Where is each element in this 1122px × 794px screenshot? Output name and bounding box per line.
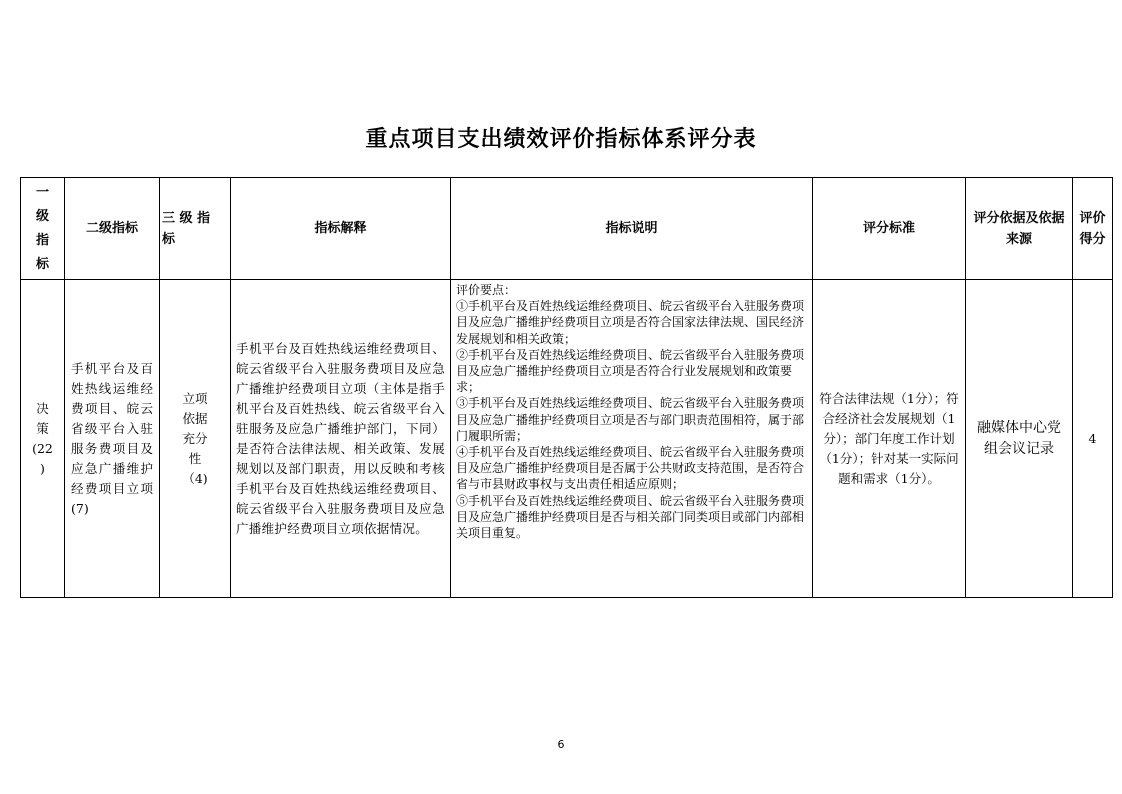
table-header-row: [21, 178, 1113, 280]
description-point-3: ③手机平台及百姓热线运维经费项目、皖云省级平台入驻服务费项目及应急广播维护经费项目立项是否与部门职责范围相符，属于部门履职所需；: [456, 396, 805, 443]
header-explanation: 指标解释: [231, 178, 451, 280]
description-heading: 评价要点：: [456, 283, 517, 297]
cell-criteria: 符合法律法规（1分）；符合经济社会发展规划（1分）；部门年度工作计划（1分）；针对某一实际问题和需求（1分）。: [813, 280, 966, 598]
header-source: 评分依据及依据来源: [966, 178, 1073, 280]
cell-description: [451, 280, 813, 598]
header-description: 指标说明: [451, 178, 813, 280]
description-point-5: ⑤手机平台及百姓热线运维经费项目、皖云省级平台入驻服务费项目及应急广播维护经费项目是否与相关部门同类项目或部门内部相关项目重复。: [456, 493, 805, 541]
cell-level3: 立项 依据 充分 性 （4): [160, 280, 231, 598]
header-level3: 三 级 指 标: [160, 178, 231, 280]
description-point-2: ②手机平台及百姓热线运维经费项目、皖云省级平台入驻服务费项目及应急广播维护经费项目立项是否符合行业发展规划和政策要求；: [456, 347, 805, 395]
cell-explanation: 手机平台及百姓热线运维经费项目、皖云省级平台入驻服务费项目及应急广播维护经费项目立项（主体是指手机平台及百姓热线、皖云省级平台入驻服务及应急广播维护部门，下同）是否符合法律法规、相关政策、发展规划以及部门职责，用以反映和考核手机平台及百姓热线运维经费项目、皖云省级平台入驻服务费项目及应急广播维护经费项目立项依据情况。: [231, 280, 451, 598]
description-point-1: ①手机平台及百姓热线运维经费项目、皖云省级平台入驻服务费项目及应急广播维护经费项目立项是否符合国家法律法规、国民经济发展规划和相关政策；: [456, 299, 805, 346]
description-point-4: ④手机平台及百姓热线运维经费项目、皖云省级平台入驻服务费项目及应急广播维护经费项目是否属于公共财政支持范围，是否符合省与市县财政事权与支出责任相适应原则；: [456, 445, 805, 492]
header-criteria: 评分标准: [813, 178, 966, 280]
cell-level1: 决 策 (22 ): [21, 280, 65, 598]
header-level1: 一 级 指 标: [21, 178, 65, 280]
cell-level2: 手机平台及百姓热线运维经费项目、皖云省级平台入驻服务费项目及应急广播维护经费项目立项(7): [65, 280, 160, 598]
table-row: [21, 280, 1113, 598]
evaluation-table: [20, 177, 1113, 598]
cell-score: 4: [1073, 280, 1113, 598]
page-number: 6: [557, 738, 565, 751]
cell-source: 融媒体中心党组会议记录: [966, 280, 1073, 598]
header-level2: 二级指标: [65, 178, 160, 280]
page-title: 重点项目支出绩效评价指标体系评分表: [365, 127, 757, 152]
header-score: 评价 得分: [1073, 178, 1113, 280]
